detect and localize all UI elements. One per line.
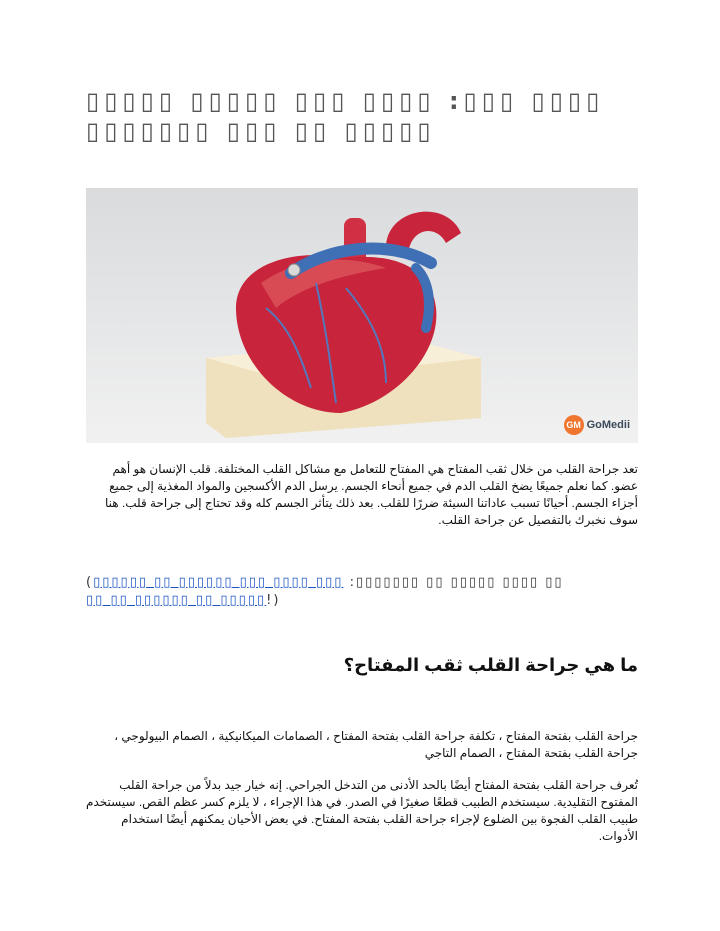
heart-model-image xyxy=(86,188,638,443)
related-link-part-1[interactable]: ▯▯▯▯▯▯ ▯▯ ▯▯▯▯▯▯ ▯▯▯ ▯▯▯▯ ▯▯▯ xyxy=(93,575,344,590)
related-article-link xyxy=(86,574,638,610)
intro-paragraph: تعد جراحة القلب من خلال ثقب المفتاح هي المفتاح للتعامل مع مشاكل القلب المختلفة. قلب الإنسان هو أهم عضو. كما نعلم جميعًا يضخ القلب الدم في جميع أنحاء الجسم. يرسل الدم الأكسجين والمواد المغذية إلى جميع أجزاء الجسم. أحيانًا تسبب عاداتنا السيئة ضررًا للقلب. بعد ذلك يتأثر الجسم كله وقد تحتاج إلى جراحة قلب. هنا سوف نخبرك بالتفصيل عن جراحة القلب. xyxy=(104,462,638,527)
related-link-part-2[interactable]: ▯▯ ▯▯ ▯▯▯▯▯▯ ▯▯ ▯▯▯▯▯ xyxy=(86,593,267,608)
model-pin xyxy=(288,264,300,276)
article-title xyxy=(86,86,646,146)
related-open: ( xyxy=(86,575,94,590)
logo-text: GoMedii xyxy=(586,419,630,431)
section-heading: ما هي جراحة القلب ثقب المفتاح؟ xyxy=(343,655,638,675)
title-line-2: ▯▯▯▯▯▯▯ ▯▯▯ ▯▯ ▯▯▯▯▯ xyxy=(86,117,436,145)
title-line-1: ▯▯▯▯▯ ▯▯▯▯▯ ▯▯▯ ▯▯▯▯ :▯▯▯ ▯▯▯▯ xyxy=(86,87,605,115)
keywords-paragraph: جراحة القلب بفتحة المفتاح ، تكلفة جراحة القلب بفتحة المفتاح ، الصمامات الميكانيكية ، الصمام البيولوجي ، جراحة القلب بفتحة المفتاح ، الصمام التاجي xyxy=(114,729,638,760)
gomedii-logo xyxy=(564,415,630,435)
logo-mark: GM xyxy=(564,415,584,435)
definition-paragraph: تُعرف جراحة القلب بفتحة المفتاح أيضًا بالحد الأدنى من التدخل الجراحي. إنه خيار جيد بدلاً من جراحة القلب المفتوح التقليدية. سيستخدم الطبيب قطعًا صغيرًا في الصدر. في هذا الإجراء ، لا يلزم كسر عظم القص. سيستخدم طبيب القلب الفجوة بين الضلوع لإجراء جراحة القلب بفتحة المفتاح. في بعض الأحيان يمكنهم أيضًا استخدام الأدوات. xyxy=(86,778,638,843)
related-close: !) xyxy=(266,593,281,608)
related-plain-part: :▯▯▯▯▯▯▯ ▯▯ ▯▯▯▯▯ ▯▯▯▯ ▯▯ xyxy=(343,575,564,590)
heart-model-illustration xyxy=(86,188,638,443)
